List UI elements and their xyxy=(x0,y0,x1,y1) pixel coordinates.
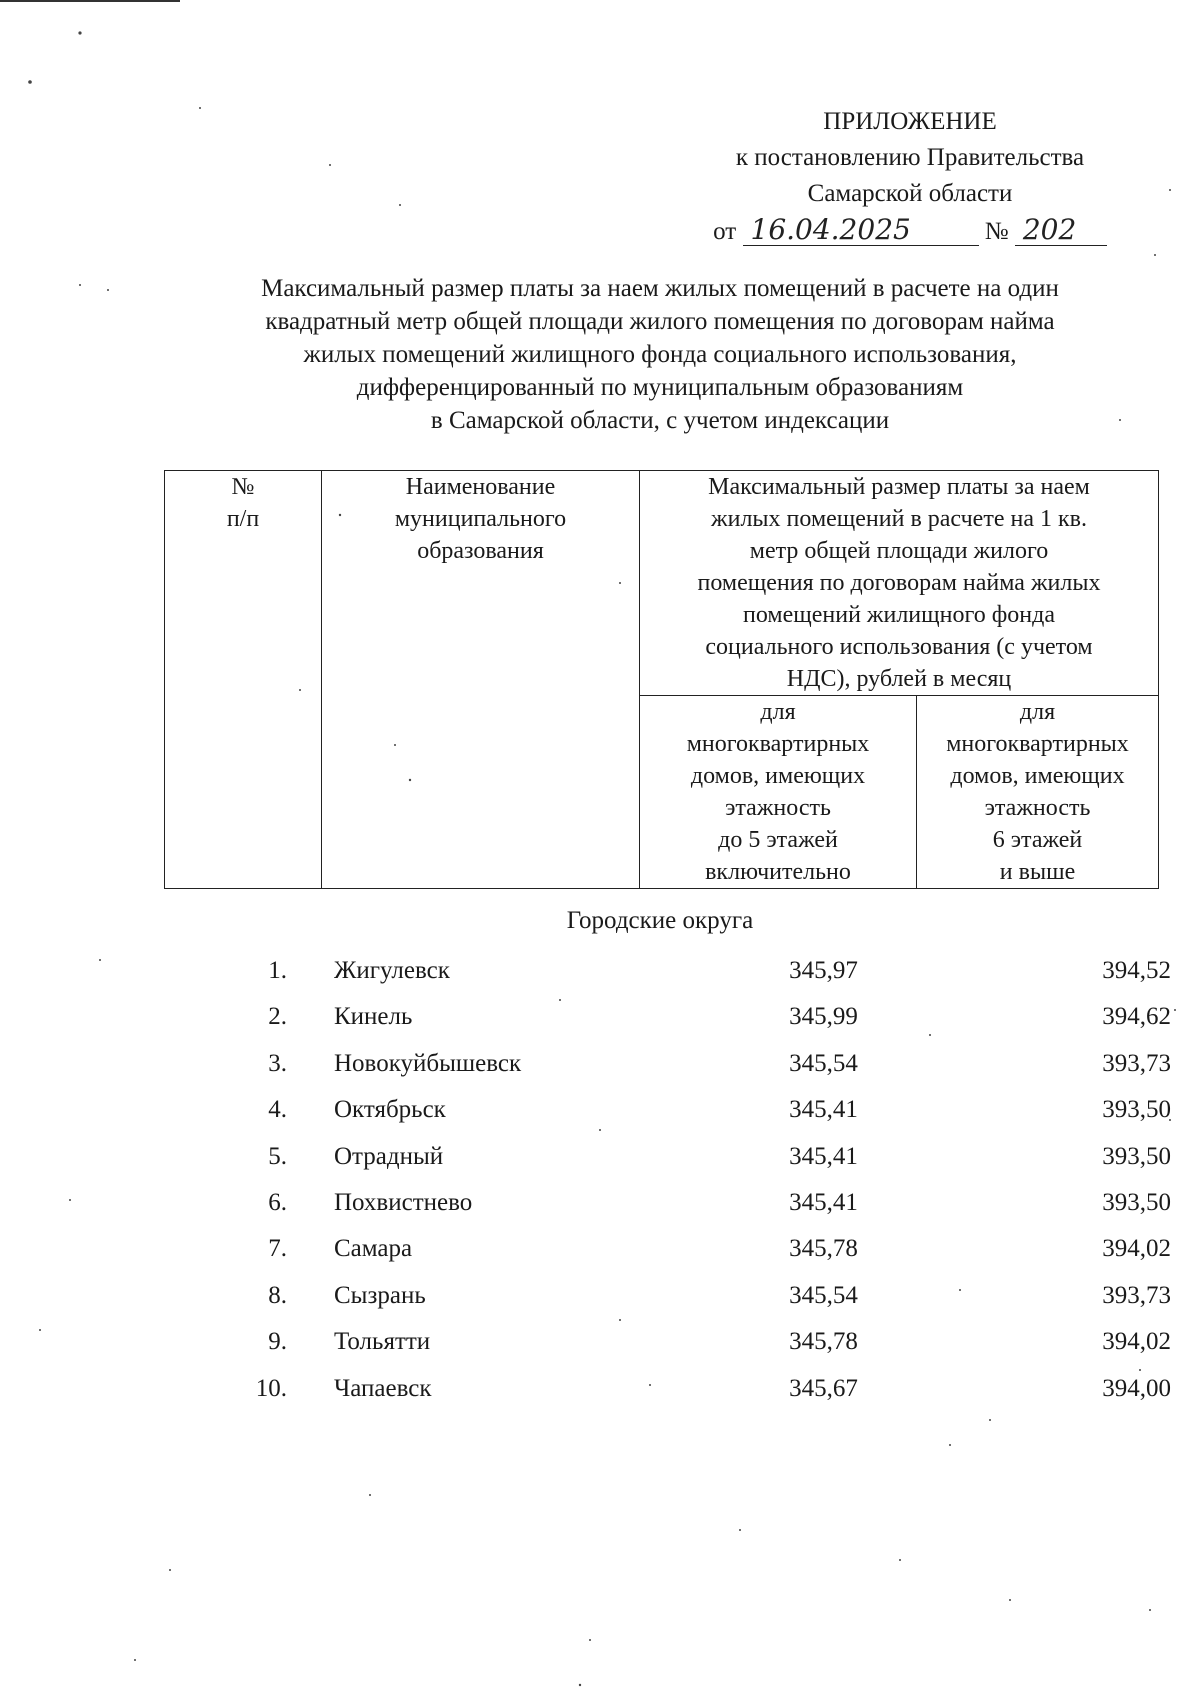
table-row xyxy=(164,1180,1171,1226)
handwritten-number: 202 xyxy=(1015,215,1107,246)
row-value-6-plus: 394,52 xyxy=(1102,957,1171,984)
row-value-6-plus: 394,00 xyxy=(1102,1374,1171,1402)
table-row xyxy=(164,1134,1171,1180)
title-line: Максимальный размер платы за наем жилых помещений в расчете на один xyxy=(261,275,1059,302)
table-row xyxy=(164,1273,1171,1319)
title-line: в Самарской области, с учетом индексации xyxy=(430,407,890,434)
row-value-up-to-5: 345,54 xyxy=(789,1281,858,1309)
row-value-up-to-5: 345,41 xyxy=(789,1142,858,1170)
row-value-up-to-5: 345,41 xyxy=(789,1188,858,1216)
header-number xyxy=(165,471,322,889)
appendix-line-2: Самарской области xyxy=(807,180,1013,207)
row-value-up-to-5: 345,97 xyxy=(789,957,858,984)
table-row xyxy=(164,1041,1171,1087)
row-number: 6. xyxy=(268,1188,287,1216)
header-text: домов, имеющих xyxy=(690,763,866,789)
row-number: 1. xyxy=(268,957,287,984)
row-number: 4. xyxy=(268,1096,287,1124)
header-text: Максимальный размер платы за наем xyxy=(708,474,1090,500)
header-text: домов, имеющих xyxy=(950,763,1125,789)
row-name: Тольятти xyxy=(334,1328,431,1356)
header-text: этажность xyxy=(725,795,831,821)
table-row xyxy=(164,948,1171,994)
row-value-6-plus: 394,62 xyxy=(1102,1003,1171,1031)
row-number: 5. xyxy=(268,1142,287,1170)
title-line: жилых помещений жилищного фонда социального использования, xyxy=(303,341,1017,368)
header-text: многоквартирных xyxy=(946,731,1129,757)
row-name: Самара xyxy=(334,1235,413,1263)
header-text: № xyxy=(231,474,255,500)
number-prefix: № xyxy=(984,218,1009,245)
table-row xyxy=(164,1087,1171,1133)
header-text: муниципального xyxy=(394,506,567,532)
table-row xyxy=(164,1319,1171,1365)
row-value-6-plus: 393,73 xyxy=(1102,1281,1171,1309)
row-number: 9. xyxy=(268,1328,287,1356)
row-name: Похвистнево xyxy=(334,1188,473,1216)
header-text: многоквартирных xyxy=(686,731,870,757)
date-prefix: от xyxy=(713,218,737,245)
row-number: 2. xyxy=(268,1003,287,1031)
header-text: жилых помещений в расчете на 1 кв. xyxy=(711,506,1087,532)
row-name: Кинель xyxy=(334,1003,413,1031)
title-line: дифференцированный по муниципальным образованиям xyxy=(356,374,964,401)
table-row xyxy=(164,994,1171,1040)
header-max-fee xyxy=(640,471,1159,696)
row-value-up-to-5: 345,67 xyxy=(789,1374,858,1402)
header-text: НДС), рублей в месяц xyxy=(786,666,1012,692)
row-value-up-to-5: 345,99 xyxy=(789,1003,858,1031)
header-6-floors-and-above xyxy=(917,696,1159,889)
row-name: Отрадный xyxy=(334,1142,444,1170)
row-number: 7. xyxy=(268,1235,287,1263)
appendix-title: ПРИЛОЖЕНИЕ xyxy=(823,108,997,135)
table-body xyxy=(164,948,1171,1412)
title-line: квадратный метр общей площади жилого помещения по договорам найма xyxy=(265,308,1055,335)
table-row xyxy=(164,1366,1171,1412)
document-title xyxy=(160,272,1160,437)
row-name: Жигулевск xyxy=(334,957,450,984)
table-row xyxy=(164,1226,1171,1272)
header-text: до 5 этажей xyxy=(718,827,838,853)
header-text: образования xyxy=(417,538,544,564)
header-municipality xyxy=(322,471,640,889)
row-name: Октябрьск xyxy=(334,1096,446,1124)
table-header xyxy=(164,470,1159,889)
row-value-up-to-5: 345,78 xyxy=(789,1235,858,1263)
row-name: Новокуйбышевск xyxy=(334,1049,522,1077)
row-name: Чапаевск xyxy=(334,1374,432,1402)
header-text: помещений жилищного фонда xyxy=(743,602,1055,628)
row-value-up-to-5: 345,78 xyxy=(789,1328,858,1356)
header-text: и выше xyxy=(999,859,1076,885)
header-text: 6 этажей xyxy=(992,827,1083,853)
row-number: 8. xyxy=(268,1281,287,1309)
section-title: Городские округа xyxy=(566,907,754,934)
handwritten-date: 16.04.2025 xyxy=(743,215,979,246)
date-number-line xyxy=(690,214,1130,250)
header-text: помещения по договорам найма жилых xyxy=(697,570,1101,596)
row-value-6-plus: 394,02 xyxy=(1102,1328,1171,1356)
header-text: для xyxy=(1019,699,1056,725)
header-text: п/п xyxy=(226,506,260,532)
row-value-6-plus: 393,50 xyxy=(1102,1188,1171,1216)
header-up-to-5-floors xyxy=(640,696,917,889)
row-value-6-plus: 393,73 xyxy=(1102,1049,1171,1077)
row-value-6-plus: 394,02 xyxy=(1102,1235,1171,1263)
header-text: этажность xyxy=(984,795,1091,821)
row-value-up-to-5: 345,54 xyxy=(789,1049,858,1077)
header-text: для xyxy=(760,699,796,725)
row-number: 10. xyxy=(255,1374,287,1402)
header-text: социального использования (с учетом xyxy=(705,634,1093,660)
row-number: 3. xyxy=(268,1049,287,1077)
row-value-6-plus: 393,50 xyxy=(1102,1142,1171,1170)
header-text: включительно xyxy=(705,859,851,885)
appendix-line-1: к постановлению Правительства xyxy=(735,144,1085,171)
header-text: Наименование xyxy=(405,474,556,500)
appendix-block xyxy=(690,104,1130,250)
row-name: Сызрань xyxy=(334,1281,426,1309)
header-text: метр общей площади жилого xyxy=(749,538,1049,564)
row-value-6-plus: 393,50 xyxy=(1102,1096,1171,1124)
row-value-up-to-5: 345,41 xyxy=(789,1096,858,1124)
